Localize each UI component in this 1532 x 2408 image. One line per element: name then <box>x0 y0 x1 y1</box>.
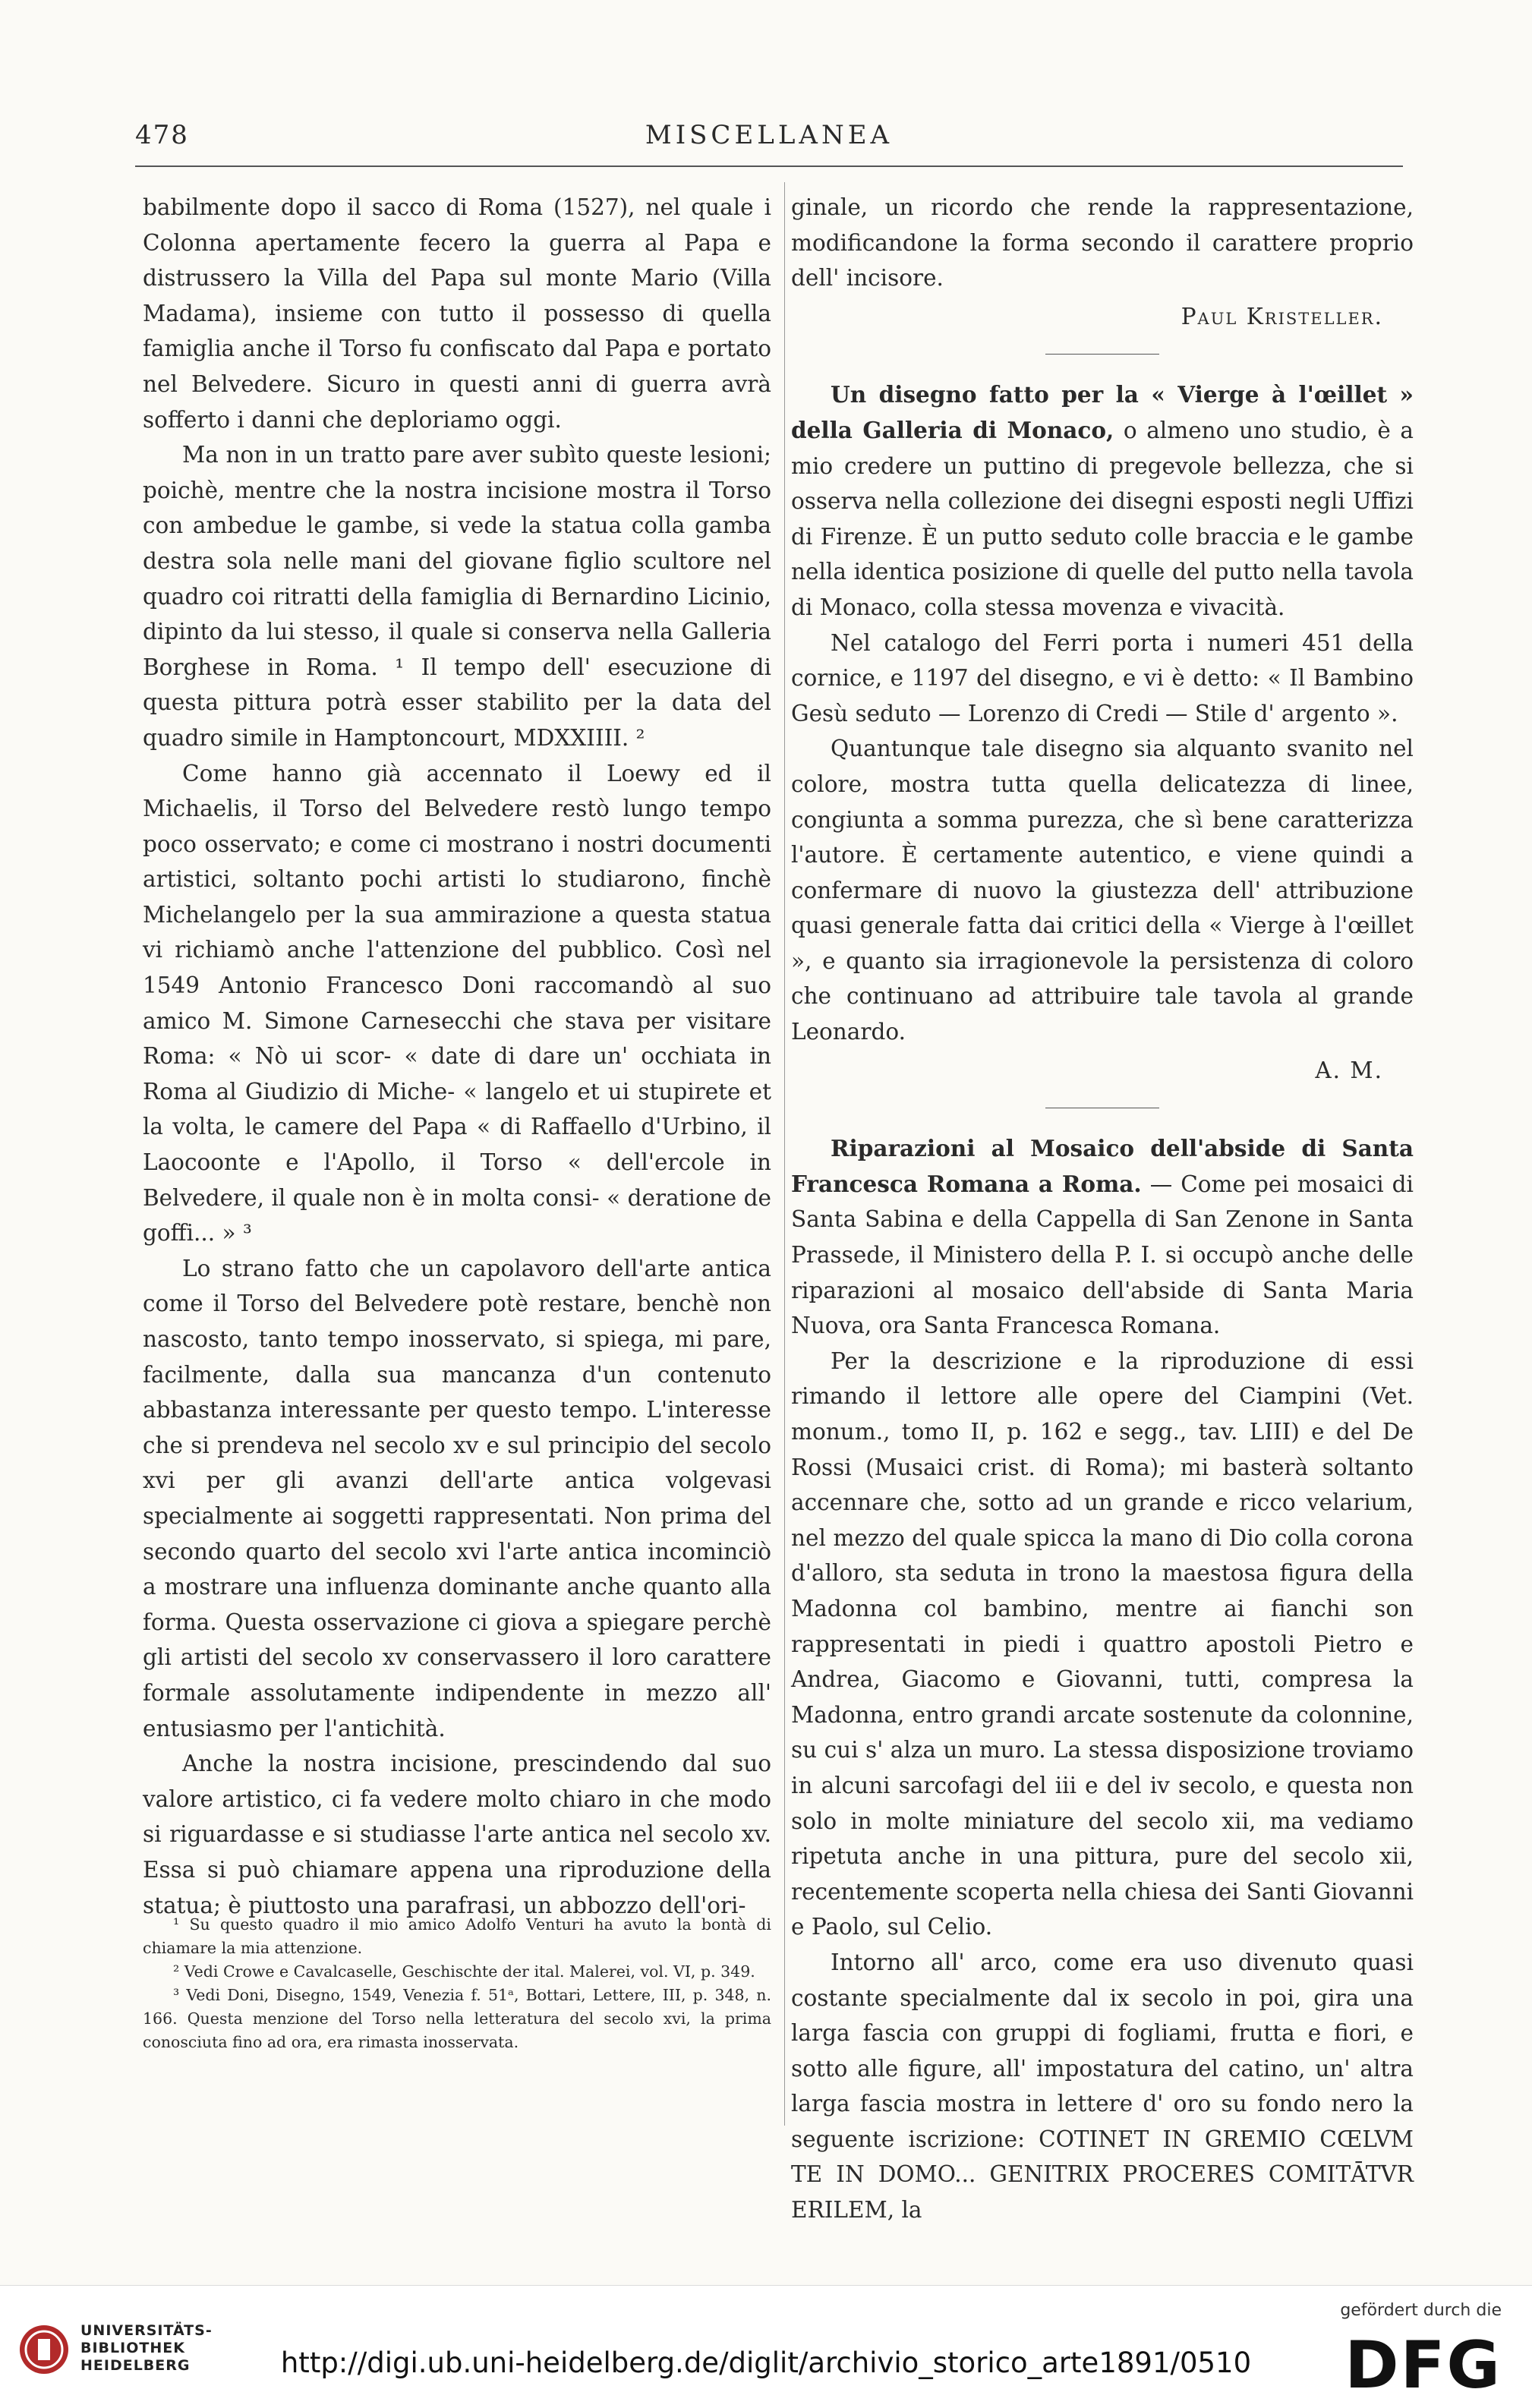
section-rule <box>1045 354 1159 355</box>
article-text: o almeno uno studio, è a mio credere un puttino di pregevole bellezza, che si osserva nella collezione dei disegni esposti negli Uffizi di Firenze. È un putto seduto colle braccia e le gambe nella identica posizione di quelle del putto nella tavola di Monaco, colla stessa movenza e vivacità. <box>791 417 1414 620</box>
dfg-logo: DFG <box>1344 2328 1502 2403</box>
footer-band <box>0 2285 1532 2408</box>
paragraph: Quantunque tale disegno sia alquanto svanito nel colore, mostra tutta quella delicatezza di linee, congiunta a somma purezza, che sì bene caratterizza l'autore. È certamente autentico, e viene quindi a confermare di nuovo la giustezza dell' attribuzione quasi generale fatta dai critici della « Vierge à l'œillet », e quanto sia irragionevole la persistenza di coloro che continuano ad attribuire tale tavola al grande Leonardo. <box>791 736 1414 1045</box>
paragraph: Intorno all' arco, come era uso divenuto quasi costante specialmente dal ix secolo in poi, gira una larga fascia con gruppi di fogliami, frutta e fiori, e sotto alle figure, all' impostatura del catino, un' altra larga fascia mostra in lettere d' oro su fondo nero la seguente iscrizione: COTINET IN GREMIO CŒLVM TE IN DOMO... GENITRIX PROCERES COMITĀTVR ERILEM, la <box>791 1949 1414 2224</box>
article-mosaico <box>791 1131 1414 1344</box>
right-column <box>791 190 1414 2228</box>
paragraph: babilmente dopo il sacco di Roma (1527), nel quale i Colonna apertamente fecero la guerra al Papa e distrussero la Villa del Papa sul monte Mario (Villa Madama), insieme con tutto il possesso di quella famiglia anche il Torso fu confiscato dal Papa e portato nel Belvedere. Sicuro in questi anni di guerra avrà sofferto i danni che deploriamo oggi. <box>143 194 771 433</box>
footnote: ³ Vedi Doni, Disegno, 1549, Venezia f. 51ᵃ, Bottari, Lettere, III, p. 348, n. 166. Questa menzione del Torso nella letteratura del secolo xvi, la prima conosciuta fino ad ora, era rimasta inosservata. <box>143 1986 771 2051</box>
permalink-url[interactable]: http://digi.ub.uni-heidelberg.de/diglit/archivio_storico_arte1891/0510 <box>280 2347 1252 2379</box>
paragraph: Anche la nostra incisione, prescindendo dal suo valore artistico, ci fa vedere molto chiaro in che modo si riguardasse e si studiasse l'arte antica nel secolo xv. Essa si può chiamare appena una riproduzione della statua; è piuttosto una parafrasi, un abbozzo dell'ori- <box>143 1751 771 1918</box>
institution-name: UNIVERSITÄTS- BIBLIOTHEK HEIDELBERG <box>80 2322 213 2374</box>
funded-by-text: gefördert durch die <box>1340 2301 1502 2320</box>
left-column <box>143 190 771 1923</box>
signature-am: A. M. <box>1315 1057 1383 1083</box>
article-title: Riparazioni al Mosaico dell'abside di Santa Francesca Romana a Roma. <box>791 1135 1414 1197</box>
paragraph: Come hanno già accennato il Loewy ed il Michaelis, il Torso del Belvedere restò lungo tempo poco osservato; e come ci mostrano i nostri documenti artistici, soltanto pochi artisti lo studiarono, finchè Michelangelo per la sua ammirazione a questa statua vi richiamò anche l'attenzione del pubblico. Così nel 1549 Antonio Francesco Doni raccomandò al suo amico M. Simone Carnesecchi che stava per visitare Roma: « Nò ui scor- « date di dare un' occhiata in Roma al Giudizio di Miche- « langelo et ui stupirete et la volta, le camere del Papa « di Raffaello d'Urbino, il Laocoonte e l'Apollo, il Torso « dell'ercole in Belvedere, il quale non è in molta consi- « deratione de goffi... » ³ <box>143 760 771 1247</box>
paragraph: Lo strano fatto che un capolavoro dell'arte antica come il Torso del Belvedere potè restare, benchè non nascosto, tanto tempo inosservato, si spiega, mi pare, facilmente, dalla sua mancanza d'un contenuto abbastanza interessante per questo tempo. L'interesse che si prendeva nel secolo xv e sul principio del secolo xvi per gli avanzi dell'arte antica volgevasi specialmente ai soggetti rappresentati. Non prima del secondo quarto del secolo xvi l'arte antica incominciò a mostrare una influenza dominante anche quanto alla forma. Questa osservazione ci giova a spiegare perchè gli artisti del secolo xv conservassero il loro carattere formale assolutamente indipendente in mezzo all' entusiasmo per l'antichità. <box>143 1255 771 1741</box>
page-header <box>135 120 1403 158</box>
column-divider <box>784 182 785 2126</box>
paragraph: Nel catalogo del Ferri porta i numeri 451 della cornice, e 1197 del disegno, e vi è detto: « Il Bambino Gesù seduto — Lorenzo di Credi — Stile d' argento ». <box>791 629 1414 726</box>
article-title: Un disegno fatto per la « Vierge à l'œillet » della Galleria di Monaco, <box>791 381 1414 443</box>
article-vierge <box>791 377 1414 625</box>
signature-kristeller: Paul Kristeller. <box>1181 303 1383 329</box>
footnotes <box>143 1913 771 2054</box>
paragraph: Per la descrizione e la riproduzione di essi rimando il lettore alle opere del Ciampini (Vet. monum., tomo II, p. 162 e segg., tav. LIII) e del De Rossi (Musaici crist. di Roma); mi basterà soltanto accennare che, sotto ad un grande e ricco velarium, nel mezzo del quale spicca la mano di Dio colla corona d'alloro, sta seduta in trono la maestosa figura della Madonna col bambino, mentre ai fianchi son rappresentati in piedi i quattro apostoli Pietro e Andrea, Giacomo e Giovanni, tutti, compresa la Madonna, entro grandi arcate sostenute da colonnine, su cui s' alza un muro. La stessa disposizione troviamo in alcuni sarcofagi del iii e del iv secolo, e questa non solo in molte miniature del secolo xii, ma vediamo ripetuta anche in una pittura, pure del secolo xii, recentemente scoperta nella chiesa dei Santi Giovanni e Paolo, sul Celio. <box>791 1347 1414 1940</box>
running-head: MISCELLANEA <box>645 120 894 150</box>
paragraph: Ma non in un tratto pare aver subìto queste lesioni; poichè, mentre che la nostra incisione mostra il Torso con ambedue le gambe, si vede la statua colla gamba destra sola nelle mani del giovane figlio scultore nel quadro coi ritratti della famiglia di Bernardino Licinio, dipinto da lui stesso, il quale si conserva nella Galleria Borghese in Roma. ¹ Il tempo dell' esecuzione di questa pittura potrà esser stabilito per la data del quadro simile in Hamptoncourt, MDXXIIII. ² <box>143 442 771 751</box>
page-number: 478 <box>135 120 189 150</box>
paragraph: ginale, un ricordo che rende la rappresentazione, modificandone la forma secondo il carattere proprio dell' incisore. <box>791 194 1414 292</box>
footnote: ² Vedi Crowe e Cavalcaselle, Geschischte der ital. Malerei, vol. VI, p. 349. <box>173 1962 755 1981</box>
article-text: — Come pei mosaici di Santa Sabina e della Cappella di San Zenone in Santa Prassede, il Ministero della P. I. si occupò anche delle riparazioni al mosaico dell'abside di Santa Maria Nuova, ora Santa Francesca Romana. <box>791 1171 1414 1339</box>
footnote: ¹ Su questo quadro il mio amico Adolfo Venturi ha avuto la bontà di chiamare la mia attenzione. <box>143 1915 771 1957</box>
header-rule <box>135 165 1403 167</box>
